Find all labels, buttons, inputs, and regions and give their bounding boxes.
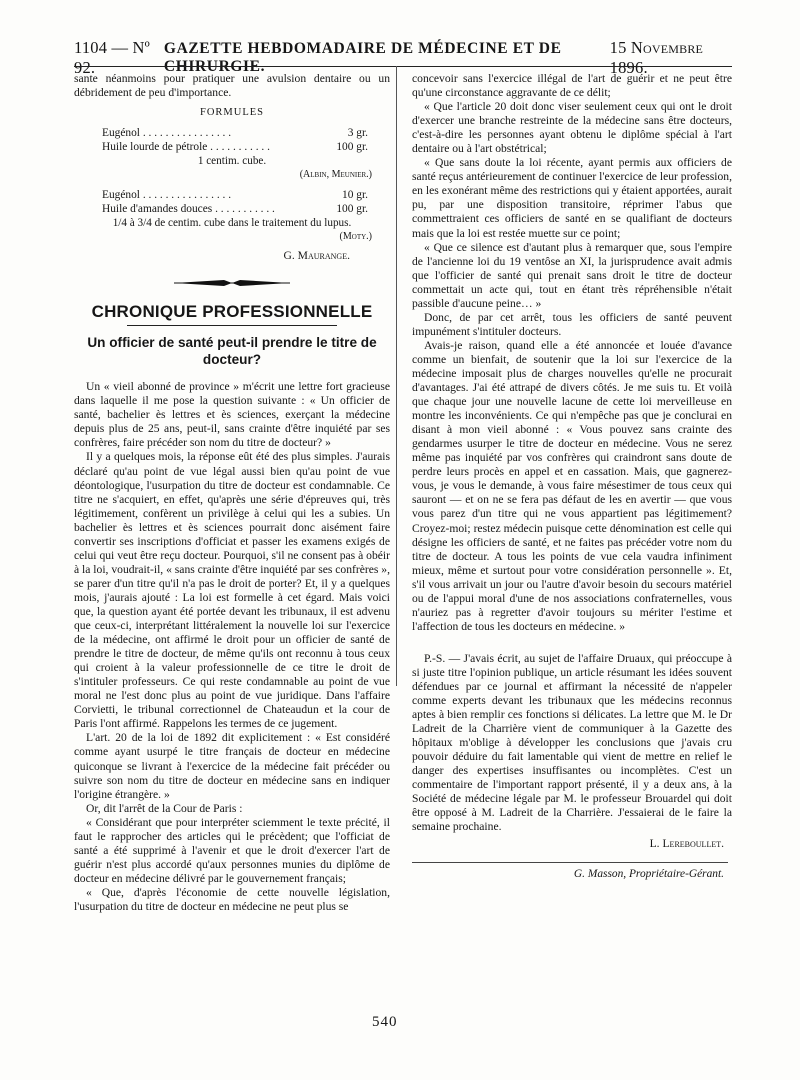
ingredient-quantity: 100 gr. bbox=[336, 141, 368, 154]
issue-date: 15 Novembre 1896. bbox=[609, 38, 704, 77]
article-paragraph: Or, dit l'arrêt de la Cour de Paris : bbox=[86, 801, 243, 815]
formula-line bbox=[74, 188, 390, 202]
article-paragraph: L'art. 20 de la loi de 1892 dit explicitement : « Est considéré comme ayant usurpé le titre français de docteur en médecine quiconque se livrant à l'exercice de la médecine fait précéder ou suivre son nom du titre de docteur en médecine sans en indiquer l'origine étrangère. » bbox=[74, 731, 390, 801]
article-paragraph: concevoir sans l'exercice illégal de l'art de guérir et ne peut être qu'une circonstance aggravante de ce délit; bbox=[412, 72, 732, 100]
journal-title: GAZETTE HEBDOMADAIRE DE MÉDECINE ET DE CHIRURGIE. bbox=[163, 40, 562, 75]
formula-author: (Albin, Meunier.) bbox=[299, 169, 372, 181]
postscript: P.-S. — J'avais écrit, au sujet de l'affaire Druaux, qui préoccupe à si juste titre l'opinion publique, un article résumant les idées souvent défendues par ce journal et affirmant la nécessité de n'appeler comme experts devant les tribunaux que les médecins reconnus aptes à bien remplir ces fonctions si délicates. La lettre que M. le Dr Ladreit de la Charrière vient de communiquer à la Gazette des hôpitaux m'oblige à développer les conclusions que j'avais cru pouvoir déduire du fait lamentable qui vient de mettre en relief le danger des expertises insuffisantes ou incomplètes. C'est un commentaire de l'important rapport présenté, il y a deux ans, à la Société de médecine légale par M. le professeur Brouardel qui doit être opposé à M. Ladreit de la Charrière. J'essaierai de le faire la semaine prochaine. bbox=[412, 651, 732, 834]
section-rule bbox=[127, 325, 337, 326]
formulas-heading: FORMULES bbox=[199, 107, 264, 119]
ingredient-quantity: 3 gr. bbox=[347, 127, 368, 140]
ingredient-name: Eugénol . . . . . . . . . . . . . . . . bbox=[102, 189, 232, 202]
formula-note: 1/4 à 3/4 de centim. cube dans le traitement du lupus. bbox=[112, 217, 352, 230]
formula-2 bbox=[74, 188, 390, 244]
article-paragraph: Donc, de par cet arrêt, tous les officiers de santé peuvent impunément s'intituler docteurs. bbox=[412, 310, 732, 338]
running-header bbox=[74, 38, 730, 77]
column-divider bbox=[396, 66, 397, 686]
ingredient-name: Huile d'amandes douces . . . . . . . . . . . bbox=[102, 203, 275, 216]
publisher-imprint: G. Masson, Propriétaire-Gérant. bbox=[573, 867, 724, 880]
article-quote: « Que ce silence est d'autant plus à remarquer que, sous l'empire de l'ancienne loi du 19 ventôse an XI, la jurisprudence avait admis que l'officier de santé qui prenait sans droit le titre de docteur commettait un acte qui, tout en étant très répréhensible n'était passible d'aucune peine… » bbox=[412, 240, 732, 310]
ingredient-name: Huile lourde de pétrole . . . . . . . . . . . bbox=[102, 141, 270, 154]
article-quote: « Considérant que pour interpréter sciemment le texte précité, il faut le rapprocher des articles qui le précèdent; que l'officiat de santé a été supprimé à l'avenir et que le droit d'exercer l'art de guérir n'est plus accordé qu'aux personnes munies du diplôme de docteur en médecine délivré par le gouvernement français; bbox=[74, 815, 390, 885]
page-number: 540 bbox=[372, 1014, 398, 1030]
right-column bbox=[412, 72, 732, 881]
article-paragraph: Un « vieil abonné de province » m'écrit une lettre fort gracieuse dans laquelle il me pose la question suivante : « Un officier de santé, bachelier ès lettres et ès sciences, exerçant la médecine depuis plus de 25 ans, peut-il, sans crainte d'être inquiété par ses confrères, faire précéder son nom du titre de docteur? » bbox=[74, 380, 390, 450]
article-quote: « Que sans doute la loi récente, ayant permis aux officiers de santé reçus antérieurement de continuer l'exercice de leur profession, en les exonérant même des restrictions qui y étaient apportées, aurait pu, par une disposition transitoire, réprimer l'abus que commettraient ces officiers de santé en se qualifiant de docteurs mais que la loi est restée muette sur ce point; bbox=[412, 156, 732, 240]
author-signature: G. Maurange. bbox=[283, 249, 350, 263]
article-quote: « Que l'article 20 doit donc viser seulement ceux qui ont le droit d'exercer une branche restreinte de la médecine sans être docteurs, c'est-à-dire les personnes ayant obtenu le diplôme spécial à l'art dentaire ou à l'art obstétrical; bbox=[412, 100, 732, 156]
ornament-divider bbox=[74, 273, 390, 293]
formula-line bbox=[74, 202, 390, 216]
header-rule bbox=[74, 66, 732, 67]
article-paragraph: Il y a quelques mois, la réponse eût été des plus simples. J'aurais déclaré qu'au point de vue légal aussi bien qu'au point de vue déontologique, l'usurpation du titre de docteur est condamnable. Ce titre ne s'acquiert, en effet, qu'après une série d'épreuves qui, très légitimement, confèrent un privilège à celui qui les a subies. Un bachelier ès lettres et ès sciences pourrait donc aisément faire convertir ses inscriptions d'officiat et passer les examens exigés de celui qui veut être reçu docteur. Pourquoi, s'il ne consent pas à obéir à la loi, voudrait-il, « sans crainte d'être inquiété par ses confrères », se parer d'un titre qu'il n'a pas le droit de porter? Et, il y a quelques mois, j'aurais ajouté : La loi est formelle à cet égard. Mais voici que, la question ayant été portée devant les tribunaux, il est advenu que ceux-ci, interprétant littéralement la nouvelle loi sur l'exercice de la médecine, ont affirmé le droit pour un officier de santé de prendre le titre de docteur, de même qu'ils ont reconnu à tous ceux qui croient à la valeur professionnelle de ce titre le droit de s'intituler professeurs. Ce qui reste condamnable au point de vue moral ne l'est donc plus au point de vue juridique. Dans l'affaire Corvietti, le tribunal correctionnel de Chateaudun et la cour de Paris l'ont affirmé. Rappelons les termes de ce jugement. bbox=[74, 450, 390, 731]
formula-1 bbox=[74, 126, 390, 182]
article-title: Un officier de santé peut-il prendre le titre de docteur? bbox=[87, 335, 377, 368]
ingredient-quantity: 10 gr. bbox=[342, 189, 368, 202]
formula-line bbox=[74, 126, 390, 140]
left-column bbox=[74, 72, 390, 914]
ingredient-quantity: 100 gr. bbox=[336, 203, 368, 216]
author-signature: L. Lereboullet. bbox=[649, 837, 724, 851]
imprint-rule bbox=[412, 862, 728, 863]
section-title: CHRONIQUE PROFESSIONNELLE bbox=[91, 302, 373, 322]
article-quote: « Que, d'après l'économie de cette nouvelle législation, l'usurpation du titre de docteur en médecine ne peut plus se bbox=[74, 885, 390, 913]
article-paragraph: Avais-je raison, quand elle a été annoncée et louée d'avance comme un bienfait, de soutenir que la loi sur l'exercice de la médecine imposait plus de charges nouvelles qu'elle ne procurait d'avantages. J'ai été attrapé de divers côtés. Je me suis tu. Et voilà que chaque jour une nouvelle lacune de cette loi merveilleuse en montre les inconvénients. Ce qui n'empêche pas que je conclurai en disant à mon vieil abonné : « Vous pouvez sans crainte des gendarmes usurper le titre de docteur en médecine. Vous ne serez même pas inquiété par vos confrères qui craindront sans doute de perdre leurs procès en appel et en cassation. Mais, que gagnerez-vous, je vous le demande, à vous faire mésestimer de tous ceux qui sauront — et on ne se fera pas défaut de les en avertir — que vous vous parez d'un titre qui ne vous appartient pas légitimement? Croyez-moi; restez médecin puisque cette dénomination est celle qui désigne les officiers de santé, et ne faites pas précéder votre nom du titre de docteur. A tous les points de vue cela vaudra infiniment mieux, même et surtout pour votre considération personnelle ». Et, s'il vous arrivait un jour ou l'autre d'avoir besoin du secours matériel ou de l'appui moral d'une de nos associations confraternelles, vous n'auriez pas à regretter d'avoir toujours su mériter l'estime et l'affection de tous les docteurs en médecine. » bbox=[412, 338, 732, 633]
issue-folio: 1104 — Nº 92. bbox=[74, 38, 150, 77]
formula-author: (Moty.) bbox=[339, 231, 372, 243]
formula-line bbox=[74, 140, 390, 154]
ingredient-name: Eugénol . . . . . . . . . . . . . . . . bbox=[102, 127, 232, 140]
formula-note: 1 centim. cube. bbox=[197, 155, 267, 168]
intro-paragraph: sante néanmoins pour pratiquer une avulsion dentaire ou un débridement de peu d'importance. bbox=[74, 72, 390, 100]
